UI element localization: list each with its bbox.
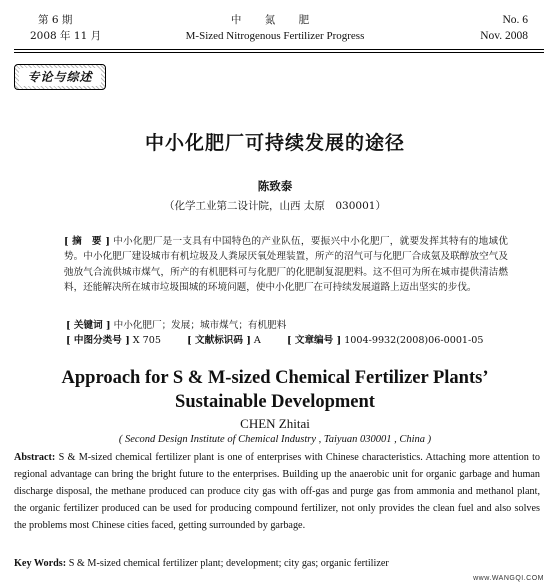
author-cn: 陈致泰 [257,179,293,193]
keywords-en-text: S & M-sized chemical fertilizer plant; development; city gas; organic fertilizer [68,558,389,569]
abstract-cn-text: 中小化肥厂是一支具有中国特色的产业队伍，要振兴中小化肥厂，就要发挥其特有的地域优势。中小化肥厂建设城市有机垃圾及人粪尿厌氧处理装置，所产的沼气可与化肥厂合成氨及联醇放空气及弛放气合流供城市煤气，所产的有机肥料可与化肥厂的化肥制复混肥料。这不但可为所在城市提供清洁燃料，还能解决所在城市垃圾围城的环境问题，使中小化肥厂在可持续发展道路上迈出坚实的步伐。 [64,236,509,294]
abstract-cn [64,234,508,296]
article-no-value: 1004-9932(2008)06-0001-05 [344,335,484,346]
author-en: CHEN Zhitai [240,416,310,431]
article-no-label: [ 文章编号 ] [286,335,342,346]
header-right [480,12,528,44]
affiliation-cn: （化学工业第二设计院，山西 太原 030001） [164,200,386,212]
keywords-en-label: Key Words: [14,558,67,569]
issue-en: No. 6 [502,14,528,26]
keywords-cn-label: [ 关键词 ] [66,320,111,331]
abstract-en [14,449,540,534]
clc-value: X 705 [132,335,161,346]
abstract-cn-label: [ 摘 要 ] [64,236,110,247]
abstract-en-label: Abstract: [14,452,56,463]
issue-cn: 第 6 期 [38,14,73,26]
keywords-cn [66,318,510,334]
journal-name-en: M-Sized Nitrogenous Fertilizer Progress [185,30,365,42]
date-en: Nov. 2008 [480,30,528,42]
title-en-line1: Approach for S & M-sized Chemical Fertilizer Plants’ [61,368,489,388]
title-en-line2: Sustainable Development [175,392,375,412]
date-cn: 2008 年 11 月 [30,30,102,42]
watermark: www.WANGQI.COM [473,575,544,582]
section-badge-label: 专论与综述 [19,68,101,86]
doc-code-value: A [253,335,261,346]
keywords-en [14,556,540,572]
title-cn: 中小化肥厂可持续发展的途径 [144,132,405,154]
section-badge [14,64,106,90]
running-header [0,12,550,48]
doc-code-label: [ 文献标识码 ] [187,335,251,346]
header-rule-thick [14,49,544,50]
classification-line [66,333,526,349]
affiliation-en: ( Second Design Institute of Chemical Industry , Taiyuan 030001 , China ) [118,434,432,445]
header-rule-thin [14,52,544,53]
clc-label: [ 中图分类号 ] [66,335,130,346]
journal-name-cn: 中 氮 肥 [230,14,320,26]
abstract-en-text: S & M-sized chemical fertilizer plant is one of enterprises with Chinese characteristics. Attaching more attention to regional advantage can bring the bright future to the enterprises. Building up the anaerobic unit for organic garbage and human discharge disposal, the methane produced can produce city gas with off-gas and purge gas from ammonia and methanol plant, the organic fertilizer produced can be used for producing compound fertilizer, not only provides the clean fuel and also solves the problems most Chinese cities faced, getting surrounded by garbage. [14,452,541,532]
title-en [0,366,550,414]
header-center [0,12,550,44]
keywords-cn-text: 中小化肥厂；发展；城市煤气；有机肥料 [113,320,287,331]
